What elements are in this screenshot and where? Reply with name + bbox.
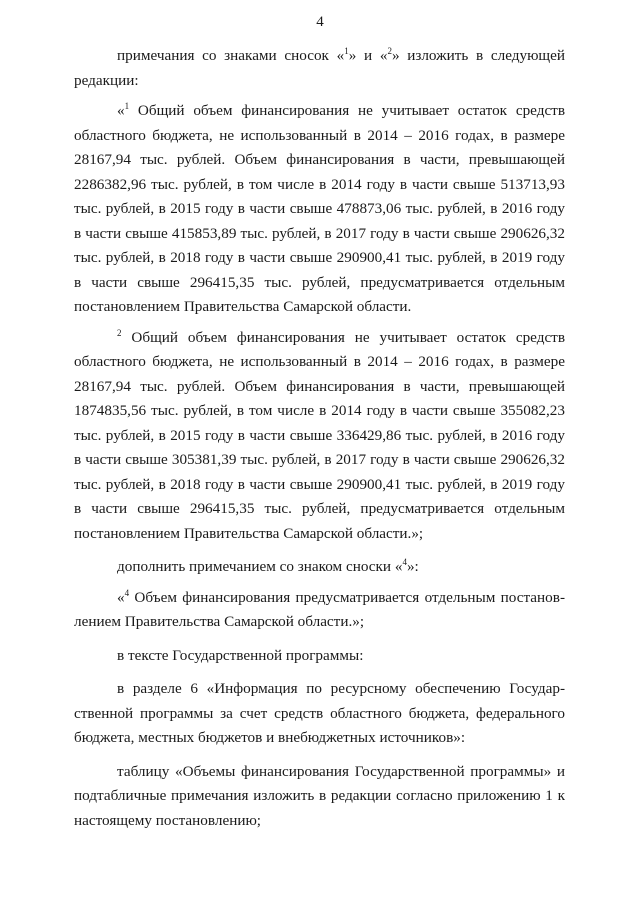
- paragraph-footnote-4: [74, 586, 565, 635]
- text-segment: » изложить в следующей редакции:: [74, 47, 565, 89]
- text-segment: в тексте Государственной программы:: [117, 646, 364, 664]
- text-segment: Общий объем финансирования не учитывает остаток средств областного бюджета, не использованный в 2014 – 2016 годах, в размере 28167,94 тыс. рублей. Объем финансирования в части, превышающей 2286382,96 тыс. рублей, в том числе в 2014 году в части свыше 513713,93 тыс. рублей, в 2015 году в части свыше 478873,06 тыс. рублей, в 2016 году в части свыше 415853,89 тыс. рублей, в 2017 году в части свыше 290626,32 тыс. рублей, в 2018 году в части свыше 290900,41 тыс. рублей, в 2019 году в части свыше 296415,35 тыс. рублей, предусматривается отдельным постановлением Правительства Самарской области.: [74, 102, 565, 315]
- paragraph-footnote-1: [74, 99, 565, 320]
- text-segment: примечания со знаками сносок «: [117, 47, 345, 64]
- paragraph-section-6: [74, 677, 565, 751]
- text-segment: дополнить примечанием со знаком сноски «: [117, 558, 403, 575]
- text-segment: Общий объем финансирования не учитывает остаток средств областного бюджета, не использованный в 2014 – 2016 годах, в размере 28167,94 тыс. рублей. Объем финансирования в части, превышающей 1874835,56 тыс. рублей, в том числе в 2014 году в части свыше 355082,23 тыс. рублей, в 2015 году в части свыше 336429,86 тыс. рублей, в 2016 году в части свыше 305381,39 тыс. рублей, в 2017 году в части свыше 290626,32 тыс. рублей, в 2018 году в части свыше 290900,41 тыс. рублей, в 2019 году в части свыше 296415,35 тыс. рублей, предусматривается отдельным постановлением Правительства Самарской области.»;: [74, 328, 565, 542]
- paragraph-footnote-2: [74, 326, 565, 547]
- text-segment: в разделе 6 «Информация по ресурсному обеспечению Государственной программы за счет средств областного бюджета, федерального бюджета, местных бюджетов и внебюджетных источников»:: [74, 680, 565, 746]
- footnote-marker: 2: [117, 327, 122, 338]
- footnote-marker: 1: [344, 46, 349, 56]
- text-segment: Объем финансирования предусматривается отдельным постановлением Правительства Самарской области.»;: [74, 588, 565, 630]
- text-segment: «: [117, 102, 125, 119]
- footnote-marker: 4: [124, 587, 130, 598]
- text-segment: таблицу «Объемы финансирования Государственной программы» и подтабличные примечания изложить в редакции согласно приложению 1 к настоящему постановлению;: [74, 762, 565, 829]
- paragraph-add-note-4: [74, 555, 565, 580]
- footnote-marker: 4: [402, 557, 407, 567]
- text-segment: » и «: [348, 47, 388, 64]
- text-segment: «: [117, 588, 125, 606]
- paragraph-program-text: [74, 644, 565, 669]
- paragraph-table-replace: [74, 760, 565, 834]
- footnote-marker: 1: [124, 101, 130, 111]
- document-body: [74, 44, 565, 833]
- page-number: 4: [316, 14, 324, 30]
- paragraph-footnote-intro: [74, 44, 565, 93]
- footnote-marker: 2: [387, 46, 392, 56]
- text-segment: »:: [406, 558, 419, 575]
